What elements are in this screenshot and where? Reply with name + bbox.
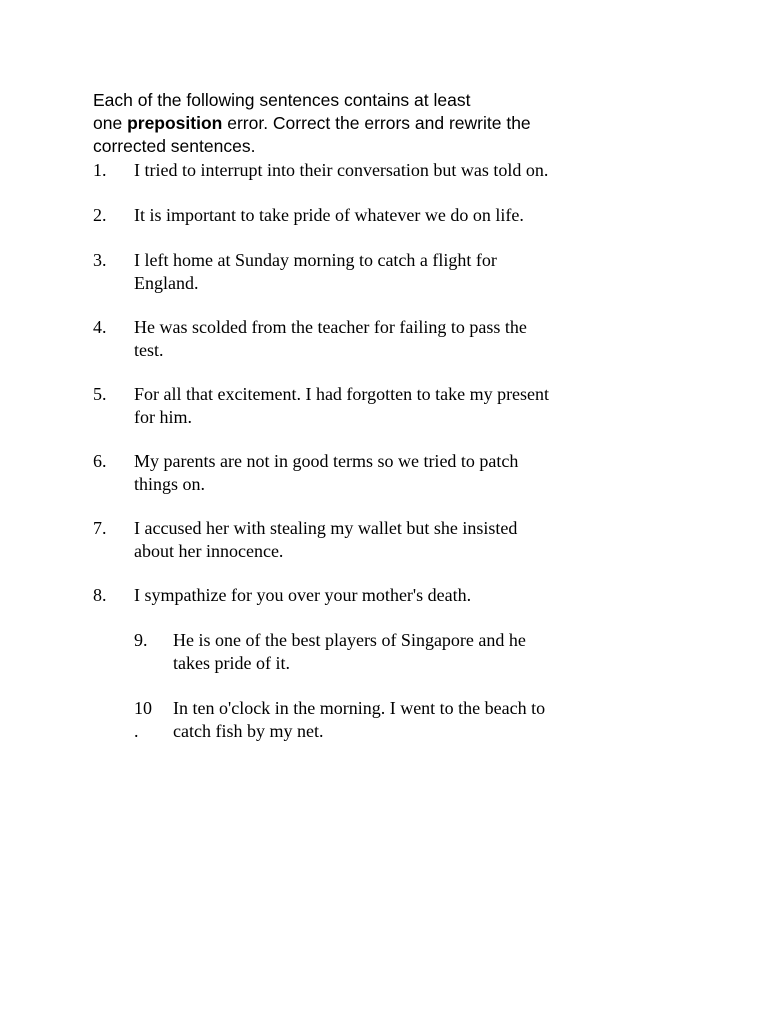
instructions-line-3: corrected sentences. (93, 136, 256, 156)
item-text (134, 584, 614, 607)
item-text-line: I tried to interrupt into their conversation but was told on. (134, 160, 549, 180)
item-text-line: My parents are not in good terms so we tried to patch (134, 451, 519, 471)
item-number-part: 10 (134, 698, 152, 718)
item-number: 9. (134, 630, 148, 650)
item-text-line: England. (134, 273, 199, 293)
item-number: 1. (93, 160, 107, 180)
item-text-line: For all that excitement. I had forgotten to take my present (134, 384, 550, 404)
item-text (134, 204, 614, 227)
item-text (134, 383, 614, 429)
item-text (173, 697, 653, 743)
item-text-line: I accused her with stealing my wallet but she insisted (134, 518, 518, 538)
item-text (173, 629, 653, 675)
item-text-line: I sympathize for you over your mother's death. (134, 585, 472, 605)
instructions-line-2-end: error. Correct the errors and rewrite the (222, 113, 531, 133)
item-text-line: about her innocence. (134, 541, 284, 561)
item-text (134, 159, 614, 182)
item-text (134, 517, 614, 563)
item-number: 3. (93, 250, 107, 270)
item-text-line: catch fish by my net. (173, 721, 324, 741)
item-number: 2. (93, 205, 107, 225)
instructions-keyword: preposition (127, 113, 223, 133)
instructions (93, 89, 653, 158)
item-text-line: takes pride of it. (173, 653, 290, 673)
item-text-line: I left home at Sunday morning to catch a flight for (134, 250, 497, 270)
item-number (134, 697, 158, 743)
item-number-part: . (134, 721, 139, 741)
item-text-line: He is one of the best players of Singapore and he (173, 630, 526, 650)
instructions-line-1: Each of the following sentences contains at least (93, 90, 471, 110)
item-text-line: He was scolded from the teacher for failing to pass the (134, 317, 527, 337)
item-text-line: In ten o'clock in the morning. I went to the beach to (173, 698, 546, 718)
item-number: 4. (93, 317, 107, 337)
item-text-line: It is important to take pride of whatever we do on life. (134, 205, 524, 225)
item-text-line: things on. (134, 474, 206, 494)
item-text (134, 450, 614, 496)
item-number: 6. (93, 451, 107, 471)
item-number: 5. (93, 384, 107, 404)
instructions-line-2-start: one (93, 113, 128, 133)
item-text (134, 249, 614, 295)
item-number: 7. (93, 518, 107, 538)
item-text (134, 316, 614, 362)
item-number: 8. (93, 585, 107, 605)
item-text-line: test. (134, 340, 164, 360)
item-text-line: for him. (134, 407, 192, 427)
